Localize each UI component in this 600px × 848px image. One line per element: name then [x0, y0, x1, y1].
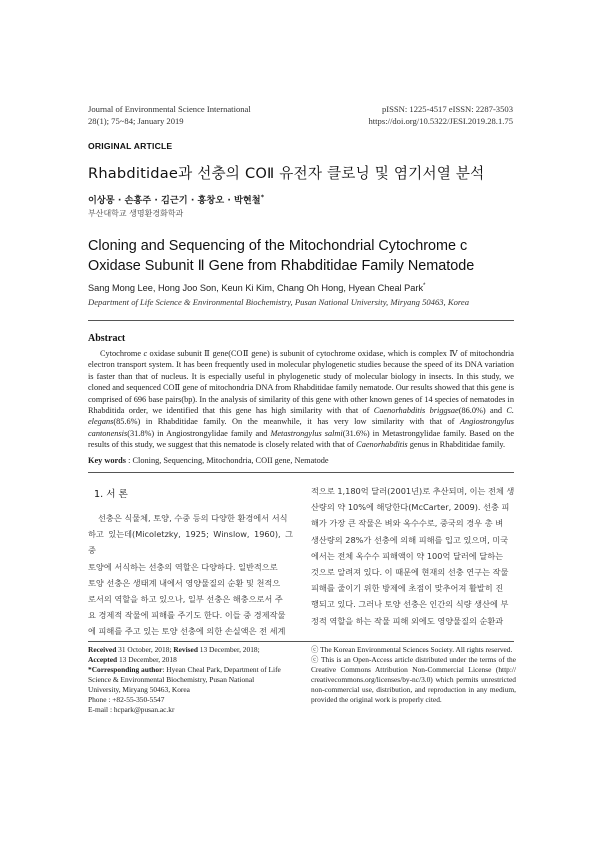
keywords-text: Cloning, Sequencing, Mitochondria, COII gene, Nematode [132, 456, 329, 465]
species-name: Angiostrongylus cantonensis [88, 417, 514, 438]
english-corresponding-mark: * [423, 281, 426, 289]
body-line: 하고 있는데(Micoletzky, 1925; Winslow, 1960), 그 중 [88, 529, 293, 556]
korean-authors-text: 이상몽 · 손홍주 · 김근기 · 홍창오 · 박현철 [88, 195, 261, 206]
korean-title: Rhabditidae과 선충의 COⅡ 유전자 클로닝 및 염기서열 분석 [88, 165, 485, 182]
english-title-line-2: Oxidase Subunit Ⅱ Gene from Rhabditidae Family Nematode [88, 257, 475, 274]
journal-identifiers [368, 104, 513, 127]
abstract-heading: Abstract [88, 333, 126, 344]
article-type: ORIGINAL ARTICLE [88, 141, 173, 151]
species-name: Metastrongylus salmi [270, 428, 343, 438]
english-affiliation: Department of Life Science & Environmental Biochemistry, Pusan National University, Miryang 50463, Korea [88, 297, 470, 307]
abstract-text: oxidase subunit Ⅱ gene(COⅡ gene) is subunit of cytochrome oxidase, which is complex Ⅳ of mitochondria electron transport system. It has been frequently used in molecular phylogenetic studies because the speed of its DNA variation is faster than that of nucleus. It is especially useful in phylogenetic study of molecular biology in insects. In this study, we cloned and sequenced COⅡ gene of mitochondria DNA from Rhabditidae family nematode. Our results showed that this gene is comprised of 696 base pairs(bp). In the analysis of similarity of this gene with other known genes of 14 species of nematodes in Rhabditida order, we identified that this gene has high similarity with that of [88, 349, 514, 416]
korean-affiliation: 부산대학교 생명환경화학과 [88, 209, 184, 218]
abstract-text: Cytochrome [100, 349, 144, 358]
body-line: 요 경제적 작물에 피해를 주기도 한다. 이들 중 경제작물 [88, 610, 286, 621]
corresponding-mark: * [260, 192, 265, 201]
english-title-line-1: Cloning and Sequencing of the Mitochondrial Cytochrome c [88, 238, 468, 254]
revised-date: 13 December, 2018; [197, 645, 260, 654]
body-line: 것으로 알려져 있다. 이 때문에 현재의 선충 연구는 작물 [311, 567, 509, 578]
english-authors-text: Sang Mong Lee, Hong Joo Son, Keun Ki Kim, Chang Oh Hong, Hyean Cheal Park [88, 283, 424, 293]
license-text: ⓒ This is an Open-Access article distributed under the terms of the Creative Commons Attribution Non-Commercial License (http:// creativecommons.org/licenses/by-nc/3.0) which permits unrestricted non-commercial use, distribution, and reproduction in any medium, provided the original work is properly cited. [311, 655, 516, 704]
keywords [88, 456, 329, 465]
copyright-line: ⓒ The Korean Environmental Sciences Society. All rights reserved. [311, 645, 513, 654]
body-line: 선충은 식물체, 토양, 수중 등의 다양한 환경에서 서식 [98, 513, 288, 523]
section-heading-intro: 1. 서 론 [94, 489, 128, 500]
abstract-text: (31.8%) in Angiostrongylidae family and [127, 428, 271, 438]
species-name: Caenorhabditis briggsae [373, 406, 459, 416]
divider-footnote [88, 641, 514, 642]
journal-issue: 28(1); 75~84; January 2019 [88, 115, 184, 126]
journal-name: Journal of Environmental Science International [88, 104, 251, 114]
body-line: 로서의 역할을 하고 있으나, 일부 선충은 해충으로서 주 [88, 594, 283, 605]
abstract-body [88, 348, 514, 451]
abstract-italic: c [143, 349, 148, 358]
received-date: 31 October, 2018; [116, 645, 174, 654]
body-right-column [311, 483, 516, 629]
issn: pISSN: 1225-4517 eISSN: 2287-3503 [381, 104, 513, 114]
body-line: 토양에 서식하는 선충의 역할은 다양하다. 일반적으로 [88, 561, 278, 572]
english-authors [88, 283, 426, 293]
accepted-label: Accepted [88, 655, 118, 664]
corresponding-text: : Hyean Cheal Park, Department of Life Science & Environmental Biochemistry, Pusan National University, Miryang 50463, Korea [88, 665, 281, 694]
keywords-separator: : [126, 456, 133, 465]
body-line: 생산량의 28%가 선충에 의해 피해를 입고 있으며, 미국 [311, 534, 509, 545]
email[interactable]: E-mail : hcpark@pusan.ac.kr [88, 705, 175, 714]
journal-info [88, 104, 251, 127]
korean-authors [88, 192, 264, 206]
body-line: 에 피해를 주고 있는 토양 선충에 의한 손실액은 전 세계 [88, 626, 286, 637]
body-line: 행되고 있다. 그러나 토양 선충은 인간의 식량 생산에 부 [311, 599, 509, 610]
abstract-text: (86.0%) and [458, 406, 507, 416]
keywords-label: Key words [88, 456, 127, 465]
license-notice [311, 645, 516, 705]
received-label: Received [88, 645, 117, 654]
species-name: C. elegans [88, 406, 514, 427]
dates-line-1 [88, 645, 288, 655]
phone: Phone : +82-55-350-5547 [88, 695, 165, 704]
body-line: 정적 역할을 하는 작물 피해 외에도 영양물질의 순환과 [311, 615, 504, 626]
doi-link[interactable]: https://doi.org/10.5322/JESI.2019.28.1.75 [368, 115, 513, 126]
corresponding-label: *Corresponding author [88, 665, 163, 674]
body-left-column [88, 510, 293, 640]
divider-keywords [88, 472, 514, 473]
english-title [88, 237, 518, 276]
body-line: 피해를 줄이기 위한 방제에 초점이 맞추어져 활발히 진 [311, 583, 504, 594]
revised-label: Revised [173, 645, 198, 654]
body-line: 적으로 1,180억 달러(2001년)로 추산되며, 이는 전체 생 [311, 486, 515, 496]
abstract-text: genus in Rhabditidae family. [407, 440, 506, 450]
abstract-text: (31.6%) in Metastrongylidae family. Based on the results of this study, we suggest that this nematode is closely related with that of [88, 428, 514, 450]
body-line: 해가 가장 큰 작물은 벼와 옥수수로, 중국의 경우 총 벼 [311, 518, 504, 529]
body-line: 에서는 전체 옥수수 피해액이 약 100억 달러에 달하는 [311, 550, 504, 561]
genus-name: Caenorhabditis [356, 440, 408, 450]
dates-line-2 [88, 655, 288, 665]
article-history-footnote [88, 645, 288, 715]
abstract-text: (85.6%) in Rhabditidae family. On the meanwhile, it has very low similarity with that of [113, 417, 460, 427]
accepted-date: 13 December, 2018 [117, 655, 177, 664]
divider-top [88, 320, 514, 321]
body-line: 토양 선충은 생태계 내에서 영양물질의 순환 및 천적으 [88, 577, 281, 588]
body-line: 산량의 약 10%에 해당한다(McCarter, 2009). 선충 피 [311, 502, 510, 513]
corresponding-author [88, 665, 288, 695]
